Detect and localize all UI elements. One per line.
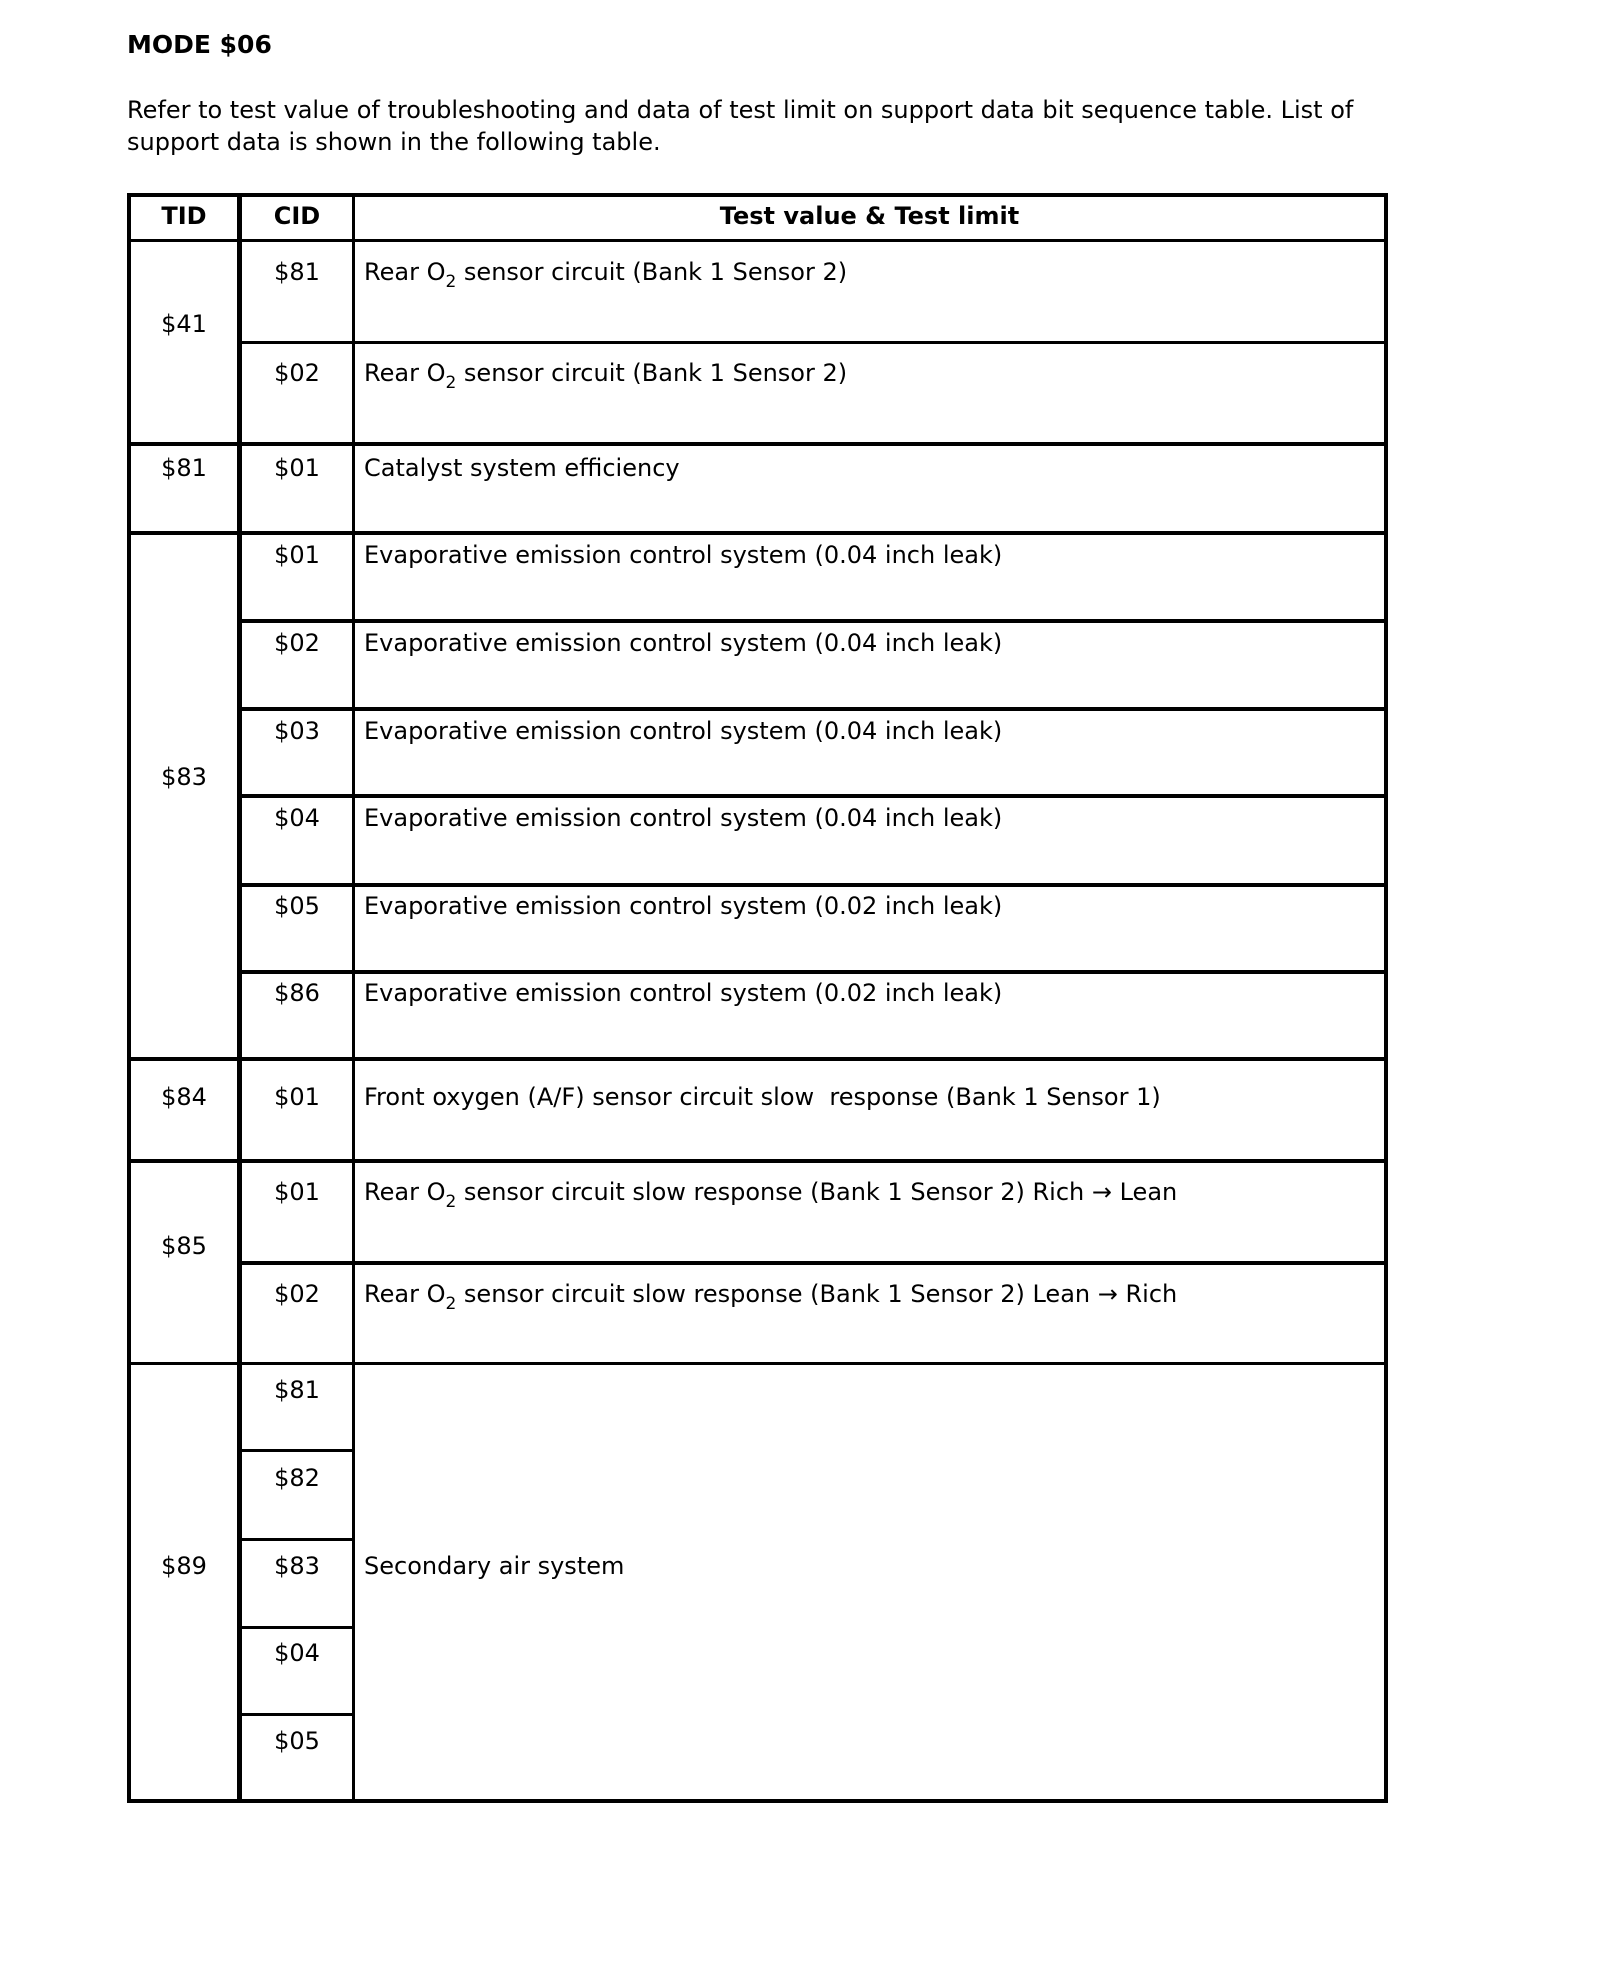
cid-divider [240,1626,354,1629]
desc-text: Rear O [364,359,446,387]
desc-text: sensor circuit (Bank 1 Sensor 2) [456,258,848,286]
cid-cell: $01 [274,1178,320,1206]
cid-cell: $81 [274,1376,320,1404]
subscript: 2 [445,272,457,292]
cid-divider [240,1713,354,1716]
group-divider [127,1057,1388,1061]
row-divider [240,794,1388,798]
tid-cell: $81 [161,454,207,482]
cid-cell: $01 [274,541,320,569]
subscript: 2 [445,373,457,393]
group-divider [127,531,1388,535]
row-divider [240,970,1388,974]
intro-line-1: Refer to test value of troubleshooting and data of test limit on support data bit sequence table. List of [127,96,1354,124]
tid-cell: $84 [161,1083,207,1111]
group-divider [127,1362,1388,1365]
subscript: 2 [445,1192,457,1212]
cid-cell: $03 [274,717,320,745]
subscript: 2 [445,1294,457,1314]
desc-text: Rear O [364,1280,446,1308]
cid-cell: $04 [274,1639,320,1667]
desc-cell: Front oxygen (A/F) sensor circuit slow response (Bank 1 Sensor 1) [364,1083,1161,1111]
tid-cell: $89 [161,1552,207,1580]
cid-cell: $01 [274,454,320,482]
cid-cell: $04 [274,804,320,832]
cid-divider [240,1449,354,1452]
desc-cell: Evaporative emission control system (0.04 inch leak) [364,804,1003,832]
header-cid: CID [273,202,321,230]
tid-cell: $41 [161,310,207,338]
cid-cell: $05 [274,892,320,920]
desc-cell: Catalyst system efficiency [364,454,680,482]
desc-cell [364,1178,1178,1212]
section-title: MODE $06 [127,30,272,59]
row-divider [240,707,1388,711]
desc-cell: Evaporative emission control system (0.04 inch leak) [364,629,1003,657]
desc-cell: Evaporative emission control system (0.04 inch leak) [364,717,1003,745]
desc-cell [364,359,848,393]
desc-cell: Evaporative emission control system (0.04 inch leak) [364,541,1003,569]
cid-cell: $01 [274,1083,320,1111]
row-divider [240,1261,1388,1265]
divider-cid-desc [352,193,355,1803]
cid-cell: $82 [274,1464,320,1492]
tid-cell: $83 [161,763,207,791]
cid-cell: $86 [274,979,320,1007]
intro-paragraph [127,94,1507,158]
desc-text: sensor circuit (Bank 1 Sensor 2) [456,359,848,387]
desc-cell: Secondary air system [364,1552,625,1580]
desc-cell: Evaporative emission control system (0.02 inch leak) [364,892,1003,920]
group-divider [127,1159,1388,1163]
cid-cell: $02 [274,1280,320,1308]
group-divider [127,442,1388,446]
cid-cell: $05 [274,1727,320,1755]
header-divider [127,239,1388,242]
desc-cell [364,258,848,292]
cid-cell: $81 [274,258,320,286]
row-divider [240,883,1388,887]
desc-cell: Evaporative emission control system (0.02 inch leak) [364,979,1003,1007]
tid-cell: $85 [161,1232,207,1260]
intro-line-2: support data is shown in the following table. [127,128,661,156]
cid-cell: $02 [274,359,320,387]
cid-cell: $02 [274,629,320,657]
desc-text: Rear O [364,1178,446,1206]
desc-text: sensor circuit slow response (Bank 1 Sensor 2) Rich → Lean [456,1178,1178,1206]
desc-cell [364,1280,1178,1314]
desc-text: sensor circuit slow response (Bank 1 Sensor 2) Lean → Rich [456,1280,1178,1308]
desc-text: Rear O [364,258,446,286]
header-test-value: Test value & Test limit [719,202,1020,230]
cid-divider [240,1538,354,1541]
cid-cell: $83 [274,1552,320,1580]
header-tid: TID [161,202,207,230]
row-divider [240,341,1388,344]
row-divider [240,619,1388,623]
